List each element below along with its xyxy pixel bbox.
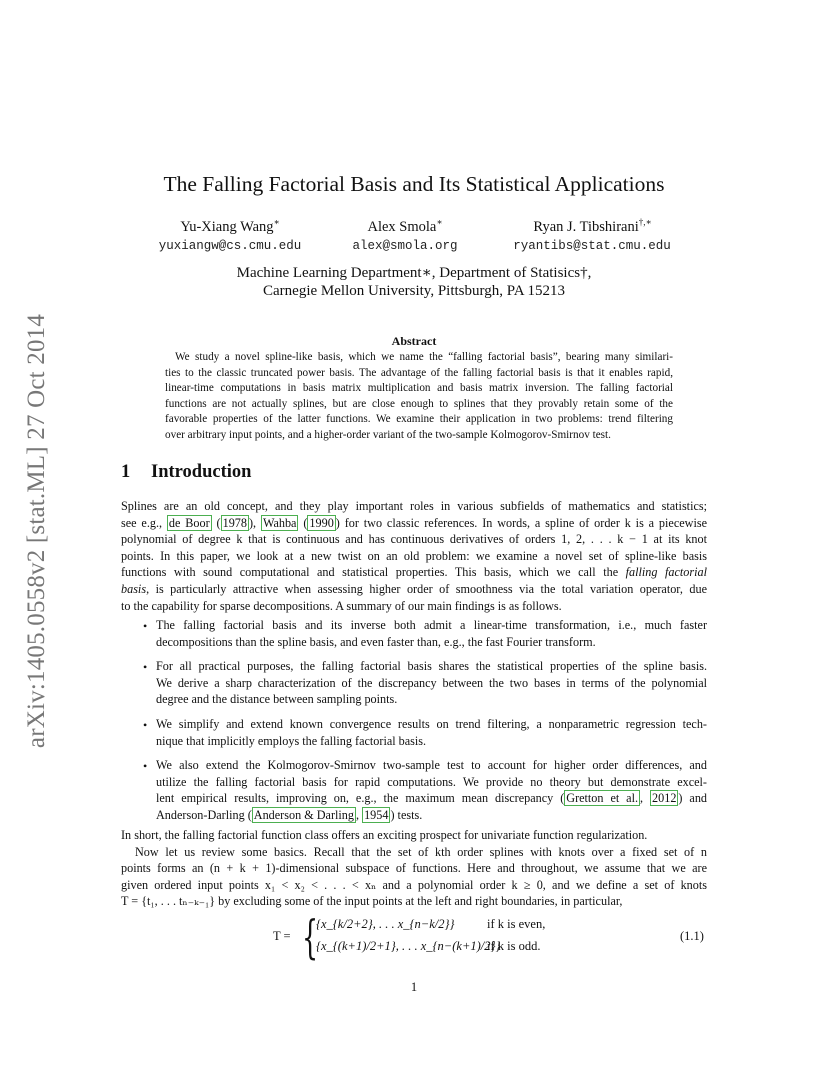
author-3 [500,217,685,236]
citation-link[interactable]: de Boor [168,515,210,530]
section-title: Introduction [151,462,252,482]
bullet-marker: • [143,660,148,674]
text-line: The falling factorial basis and its inverse both admit a linear-time transformation, i.e., much faster [156,618,707,632]
text-line: We derive a sharp characterization of the discrepancy between the two bases in terms of the polynomial [156,675,707,690]
citation-link[interactable]: Wahba [262,515,297,530]
citation-year-link[interactable]: 2012 [652,791,677,806]
equation-lhs: T = [273,929,291,943]
author-name: Yu-Xiang Wang [180,218,274,235]
bullet-marker: • [143,718,148,732]
brace-glyph: { [302,910,319,964]
arxiv-id-stamp: arXiv:1405.0558v2 [stat.ML] 27 Oct 2014 [23,313,50,749]
author-mark: ∗ [273,217,280,227]
citation-year-link[interactable]: 1990 [309,515,334,530]
text-line: lent empirical results, improving on, e.g., the maximum mean discrepancy ( Gretton et al. , 2012 ) and [156,791,708,806]
author-2 [340,217,470,236]
author-name: Alex Smola [367,218,437,235]
equation-number: (1.1) [680,929,704,943]
text-line: T = {t₁, . . . tₙ₋ₖ₋₁} by excluding some of the input points at the left and right boundaries, in particular, [121,894,623,909]
author-email: yuxiangw@cs.cmu.edu [158,239,302,253]
abstract-line: We study a novel spline-like basis, which we name the “falling factorial basis”, bearing many similari- [175,351,673,363]
bullet-marker: • [143,619,148,633]
text-line: decompositions than the spline basis, and even faster than, e.g., the fast Fourier transform. [156,634,596,649]
bullet-item-1 [156,617,707,650]
abstract-line: ties to the classic truncated power basis. The advantage of the falling factorial basis is that it enables rapid, [165,366,673,379]
bullet-item-3 [156,716,707,749]
text-line: functions with sound computational and statistical properties. This basis, which we call the falling factorial [121,565,707,580]
text-line: polynomial of degree k that is continuous and has continuous derivatives of orders 1, 2, . . . k − 1 at its knot [121,532,707,547]
author-email: ryantibs@stat.cmu.edu [513,239,671,253]
equation-case-2: {x_{(k+1)/2+1}, . . . x_{n−(k+1)/2}} [316,939,501,953]
section-number: 1 [121,462,131,482]
text-line: see e.g., de Boor ( 1978 ), Wahba ( 1990 ) for two classic references. In words, a spline of order k is a piecewise [121,515,707,530]
abstract-line: functions are not actually splines, but are close enough to splines that they provably retain some of the [165,397,673,410]
text-line: In short, the falling factorial function class offers an exciting prospect for univariate function regularization. [121,828,648,842]
equation-case-2-condition: if k is odd. [487,939,541,953]
equation-case-1-condition: if k is even, [487,917,546,931]
equation-case-1: {x_{k/2+2}, . . . x_{n−k/2}} [316,917,455,931]
affiliation-university: Carnegie Mellon University, Pittsburgh, PA 15213 [263,283,565,299]
affiliation-department: Machine Learning Department∗, Department of Statisics†, [236,265,592,281]
citation-link[interactable]: Anderson & Darling [253,807,354,822]
citation-year-link[interactable]: 1978 [222,515,247,530]
abstract-line: over arbitrary input points, and a higher-order variant of the two-sample Kolmogorov-Smirnov test. [165,428,611,441]
page-number: 1 [410,980,418,994]
text-line: Anderson-Darling ( Anderson & Darling , 1954 ) tests. [156,807,423,822]
text-line: points. In this paper, we look at a new twist on an old problem: we examine a novel set of spline-like basis [121,548,707,563]
section-heading [121,462,251,483]
text-line: Now let us review some basics. Recall that the set of kth order splines with knots over a fixed set of n [135,844,707,859]
bullet-item-2 [156,658,707,708]
text-line: basis, is particularly attractive when assessing higher order of smoothness via the total variation operator, due [121,581,707,596]
closing-paragraph [121,827,707,910]
citation-year-link[interactable]: 1954 [364,807,389,822]
abstract-line: favorable properties of the latter functions. We examine their application in two problems: trend filtering [165,413,673,425]
text-line: We also extend the Kolmogorov-Smirnov two-sample test to account for higher order differences, and [156,758,707,772]
text-line: to the capability for sparse decompositions. A summary of our main findings is as follows. [121,598,562,613]
text-line: degree and the distance between sampling points. [156,692,398,707]
author-email: alex@smola.org [352,239,458,253]
bullet-marker: • [143,759,148,773]
text-line: points forms an (n + k + 1)-dimensional subspace of functions. Here and throughout, we assume that we are [121,861,707,876]
intro-paragraph [121,498,707,614]
author-1 [155,217,305,236]
paper-title: The Falling Factorial Basis and Its Statistical Applications [163,172,665,196]
text-line: given ordered input points x₁ < x₂ < . . . < xₙ and a polynomial order k ≥ 0, and we define a set of knots [121,877,707,892]
text-line: We simplify and extend known convergence results on trend filtering, a nonparametric regression tech- [156,717,707,731]
author-name: Ryan J. Tibshirani [533,218,639,235]
abstract-body [165,350,673,443]
text-line: For all practical purposes, the falling factorial basis shares the statistical properties of the spline basis. [156,659,707,673]
author-mark: †,∗ [638,217,652,227]
abstract-line: linear-time computations in basis matrix multiplication and basis matrix inversion. The falling factorial [165,382,673,394]
text-line: utilize the falling factorial basis for rapid computations. We provide no theory but demonstrate excel- [156,774,707,789]
citation-link[interactable]: Gretton et al. [566,791,639,806]
author-mark: ∗ [436,217,443,227]
bullet-item-4 [156,757,707,823]
text-line: Splines are an old concept, and they play important roles in various subfields of mathematics and statistics; [121,499,707,513]
text-line: nique that implicitly employs the falling factorial basis. [156,733,427,748]
abstract-heading: Abstract [391,334,437,348]
